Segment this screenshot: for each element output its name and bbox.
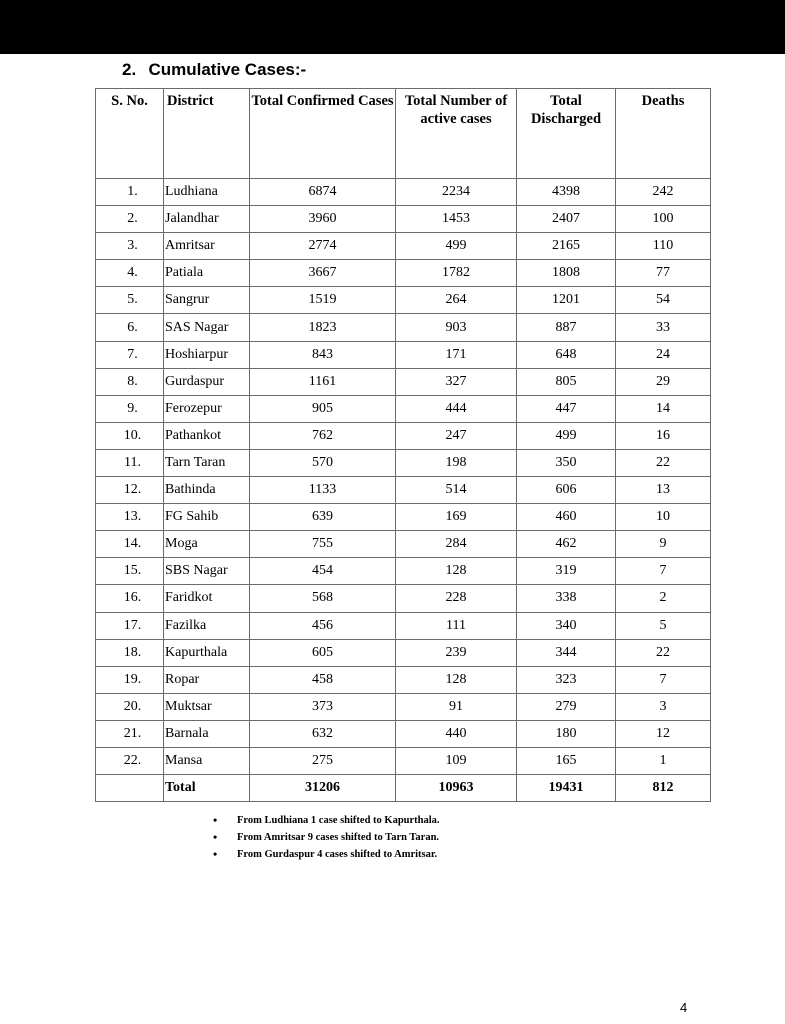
- cell-total-confirmed: 762: [250, 422, 396, 449]
- total-cell-discharged: 19431: [517, 775, 616, 802]
- cell-active-cases: 284: [396, 531, 517, 558]
- table-total-row: [96, 775, 711, 802]
- cell-sno: 10.: [96, 422, 164, 449]
- cell-sno: 2.: [96, 206, 164, 233]
- notes-list: [213, 812, 440, 863]
- bullet-icon: •: [213, 813, 218, 827]
- cell-total-confirmed: 632: [250, 720, 396, 747]
- cell-sno: 19.: [96, 666, 164, 693]
- cell-deaths: 22: [616, 449, 711, 476]
- cell-total-confirmed: 570: [250, 449, 396, 476]
- table-row: [96, 531, 711, 558]
- cell-active-cases: 128: [396, 666, 517, 693]
- cell-discharged: 2165: [517, 233, 616, 260]
- cell-deaths: 54: [616, 287, 711, 314]
- section-title: Cumulative Cases:-: [148, 60, 307, 79]
- cell-sno: 9.: [96, 395, 164, 422]
- cell-total-confirmed: 1823: [250, 314, 396, 341]
- cell-sno: 16.: [96, 585, 164, 612]
- cell-district: Ferozepur: [164, 395, 250, 422]
- cell-deaths: 10: [616, 504, 711, 531]
- cell-total-confirmed: 275: [250, 747, 396, 774]
- table-row: [96, 287, 711, 314]
- header-discharged: Total Discharged: [517, 89, 616, 179]
- cell-sno: 12.: [96, 477, 164, 504]
- cell-sno: 3.: [96, 233, 164, 260]
- table-row: [96, 206, 711, 233]
- note-text: From Gurdaspur 4 cases shifted to Amritsar.: [237, 849, 438, 860]
- cell-total-confirmed: 373: [250, 693, 396, 720]
- cell-active-cases: 111: [396, 612, 517, 639]
- table-row: [96, 639, 711, 666]
- cell-district: FG Sahib: [164, 504, 250, 531]
- table-row: [96, 477, 711, 504]
- note-item: [213, 812, 440, 829]
- table-row: [96, 368, 711, 395]
- cell-total-confirmed: 755: [250, 531, 396, 558]
- bullet-icon: •: [213, 830, 218, 844]
- cell-sno: 4.: [96, 260, 164, 287]
- cell-active-cases: 327: [396, 368, 517, 395]
- table-body: [96, 179, 711, 802]
- cell-deaths: 2: [616, 585, 711, 612]
- section-number: 2.: [122, 60, 137, 79]
- cell-district: Jalandhar: [164, 206, 250, 233]
- cell-sno: 18.: [96, 639, 164, 666]
- table-row: [96, 260, 711, 287]
- cell-deaths: 100: [616, 206, 711, 233]
- cell-active-cases: 264: [396, 287, 517, 314]
- cell-sno: 1.: [96, 179, 164, 206]
- total-cell-active-cases: 10963: [396, 775, 517, 802]
- cell-district: Ludhiana: [164, 179, 250, 206]
- table-row: [96, 558, 711, 585]
- cell-district: Tarn Taran: [164, 449, 250, 476]
- header-deaths: Deaths: [616, 89, 711, 179]
- cell-sno: 7.: [96, 341, 164, 368]
- cell-total-confirmed: 6874: [250, 179, 396, 206]
- table-row: [96, 395, 711, 422]
- cell-total-confirmed: 568: [250, 585, 396, 612]
- table-row: [96, 314, 711, 341]
- table-row: [96, 422, 711, 449]
- header-sno: S. No.: [96, 89, 164, 179]
- cell-discharged: 2407: [517, 206, 616, 233]
- cell-deaths: 12: [616, 720, 711, 747]
- cell-active-cases: 903: [396, 314, 517, 341]
- cell-discharged: 338: [517, 585, 616, 612]
- total-cell-deaths: 812: [616, 775, 711, 802]
- top-black-bar: [0, 0, 785, 54]
- cell-deaths: 29: [616, 368, 711, 395]
- cell-total-confirmed: 3960: [250, 206, 396, 233]
- cell-active-cases: 198: [396, 449, 517, 476]
- table-row: [96, 341, 711, 368]
- cell-discharged: 460: [517, 504, 616, 531]
- cell-sno: 13.: [96, 504, 164, 531]
- cell-active-cases: 228: [396, 585, 517, 612]
- cell-total-confirmed: 1161: [250, 368, 396, 395]
- table-row: [96, 720, 711, 747]
- page-number: 4: [680, 1000, 688, 1015]
- cell-district: Bathinda: [164, 477, 250, 504]
- section-heading: [122, 60, 306, 80]
- cell-active-cases: 440: [396, 720, 517, 747]
- cell-active-cases: 171: [396, 341, 517, 368]
- cell-deaths: 1: [616, 747, 711, 774]
- cell-district: SBS Nagar: [164, 558, 250, 585]
- cell-discharged: 805: [517, 368, 616, 395]
- cell-sno: 14.: [96, 531, 164, 558]
- table-row: [96, 179, 711, 206]
- cell-total-confirmed: 1133: [250, 477, 396, 504]
- table-row: [96, 693, 711, 720]
- cell-active-cases: 1782: [396, 260, 517, 287]
- cell-district: Amritsar: [164, 233, 250, 260]
- cell-district: Moga: [164, 531, 250, 558]
- table-row: [96, 233, 711, 260]
- cell-discharged: 447: [517, 395, 616, 422]
- cell-district: SAS Nagar: [164, 314, 250, 341]
- cell-total-confirmed: 454: [250, 558, 396, 585]
- cell-total-confirmed: 456: [250, 612, 396, 639]
- cell-discharged: 606: [517, 477, 616, 504]
- cell-discharged: 887: [517, 314, 616, 341]
- total-cell-sno: [96, 775, 164, 802]
- cell-deaths: 22: [616, 639, 711, 666]
- note-text: From Amritsar 9 cases shifted to Tarn Taran.: [237, 832, 440, 843]
- cell-district: Patiala: [164, 260, 250, 287]
- cell-deaths: 5: [616, 612, 711, 639]
- cell-discharged: 319: [517, 558, 616, 585]
- cell-discharged: 165: [517, 747, 616, 774]
- cell-active-cases: 91: [396, 693, 517, 720]
- cell-discharged: 323: [517, 666, 616, 693]
- total-cell-total-confirmed: 31206: [250, 775, 396, 802]
- cell-discharged: 350: [517, 449, 616, 476]
- cell-deaths: 7: [616, 666, 711, 693]
- cell-total-confirmed: 605: [250, 639, 396, 666]
- note-text: From Ludhiana 1 case shifted to Kapurthala.: [237, 815, 440, 826]
- cell-total-confirmed: 843: [250, 341, 396, 368]
- cell-deaths: 7: [616, 558, 711, 585]
- cell-district: Faridkot: [164, 585, 250, 612]
- cell-deaths: 14: [616, 395, 711, 422]
- cell-total-confirmed: 458: [250, 666, 396, 693]
- cell-discharged: 462: [517, 531, 616, 558]
- cell-sno: 20.: [96, 693, 164, 720]
- cell-active-cases: 2234: [396, 179, 517, 206]
- bullet-icon: •: [213, 847, 218, 861]
- header-district: District: [164, 89, 250, 179]
- note-item: [213, 829, 440, 846]
- cell-active-cases: 169: [396, 504, 517, 531]
- cell-discharged: 648: [517, 341, 616, 368]
- cell-discharged: 340: [517, 612, 616, 639]
- table-row: [96, 612, 711, 639]
- cell-active-cases: 499: [396, 233, 517, 260]
- table-row: [96, 504, 711, 531]
- cell-discharged: 1201: [517, 287, 616, 314]
- cell-total-confirmed: 3667: [250, 260, 396, 287]
- cell-district: Muktsar: [164, 693, 250, 720]
- cell-deaths: 13: [616, 477, 711, 504]
- cell-sno: 22.: [96, 747, 164, 774]
- header-total-confirmed: Total Confirmed Cases: [250, 89, 396, 179]
- cell-active-cases: 444: [396, 395, 517, 422]
- cell-district: Pathankot: [164, 422, 250, 449]
- table-row: [96, 449, 711, 476]
- cell-active-cases: 239: [396, 639, 517, 666]
- table-row: [96, 585, 711, 612]
- cell-active-cases: 514: [396, 477, 517, 504]
- cell-deaths: 33: [616, 314, 711, 341]
- cell-discharged: 1808: [517, 260, 616, 287]
- cell-sno: 21.: [96, 720, 164, 747]
- cell-active-cases: 128: [396, 558, 517, 585]
- cell-district: Mansa: [164, 747, 250, 774]
- total-cell-district: Total: [164, 775, 250, 802]
- cell-district: Gurdaspur: [164, 368, 250, 395]
- cell-discharged: 344: [517, 639, 616, 666]
- cell-sno: 17.: [96, 612, 164, 639]
- cell-discharged: 180: [517, 720, 616, 747]
- header-active-cases: Total Number of active cases: [396, 89, 517, 179]
- cell-district: Hoshiarpur: [164, 341, 250, 368]
- cell-sno: 6.: [96, 314, 164, 341]
- cell-district: Barnala: [164, 720, 250, 747]
- cell-deaths: 77: [616, 260, 711, 287]
- cell-sno: 5.: [96, 287, 164, 314]
- cell-total-confirmed: 1519: [250, 287, 396, 314]
- cell-deaths: 110: [616, 233, 711, 260]
- cell-sno: 8.: [96, 368, 164, 395]
- cell-deaths: 24: [616, 341, 711, 368]
- table-row: [96, 747, 711, 774]
- table-row: [96, 666, 711, 693]
- cell-district: Fazilka: [164, 612, 250, 639]
- cell-total-confirmed: 639: [250, 504, 396, 531]
- cell-active-cases: 109: [396, 747, 517, 774]
- cell-discharged: 499: [517, 422, 616, 449]
- cell-district: Kapurthala: [164, 639, 250, 666]
- cell-deaths: 242: [616, 179, 711, 206]
- cell-sno: 15.: [96, 558, 164, 585]
- cell-deaths: 3: [616, 693, 711, 720]
- cell-district: Ropar: [164, 666, 250, 693]
- cell-deaths: 16: [616, 422, 711, 449]
- cell-total-confirmed: 2774: [250, 233, 396, 260]
- cell-total-confirmed: 905: [250, 395, 396, 422]
- cumulative-cases-table: [95, 88, 711, 802]
- cell-deaths: 9: [616, 531, 711, 558]
- cell-district: Sangrur: [164, 287, 250, 314]
- cell-discharged: 4398: [517, 179, 616, 206]
- cell-discharged: 279: [517, 693, 616, 720]
- cell-active-cases: 247: [396, 422, 517, 449]
- cell-sno: 11.: [96, 449, 164, 476]
- cell-active-cases: 1453: [396, 206, 517, 233]
- note-item: [213, 846, 440, 863]
- table-header-row: [96, 89, 711, 179]
